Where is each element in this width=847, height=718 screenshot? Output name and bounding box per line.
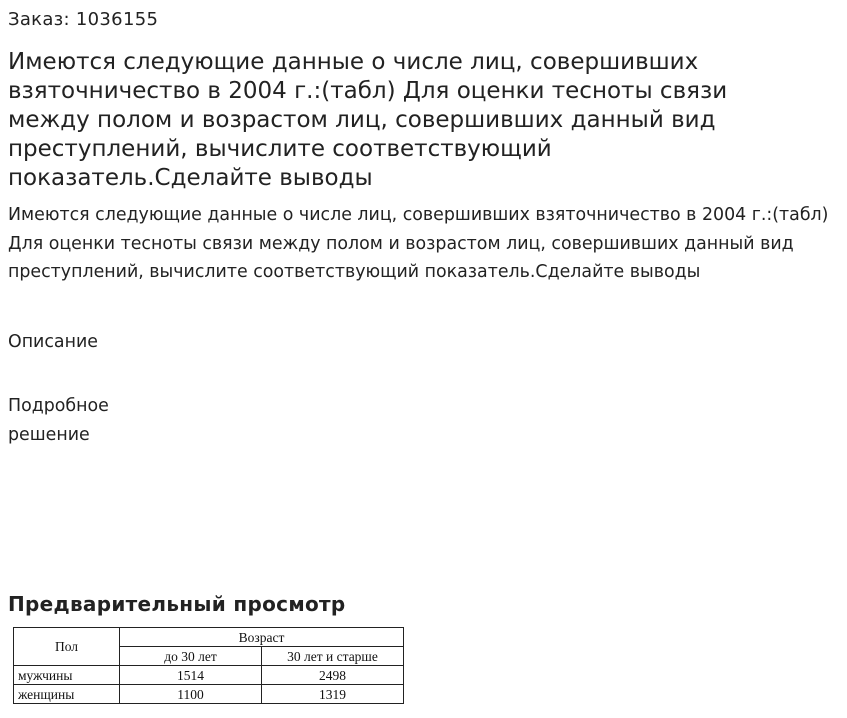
order-number: Заказ: 1036155: [8, 9, 159, 30]
preview-table: [13, 627, 404, 704]
cell-men-under-30: 1514: [120, 666, 262, 685]
table-row: [14, 666, 404, 685]
task-description: Имеются следующие данные о числе лиц, совершивших взяточничество в 2004 г.:(табл) Для оценки тесноты связи между полом и возрастом лиц, совершивших данный вид преступлений, вычислите соответствующий показатель.Сделайте выводы: [8, 205, 829, 283]
page-title: Имеются следующие данные о числе лиц, совершивших взяточничество в 2004 г.:(табл) Для оценки тесноты связи между полом и возрастом лиц, совершивших данный вид преступлений, вычислите соответствующий показатель.Сделайте выводы: [8, 49, 728, 191]
description-label: Описание: [8, 332, 98, 352]
row-label-women: женщины: [14, 685, 120, 704]
preview-table-container: [13, 627, 404, 704]
cell-women-under-30: 1100: [120, 685, 262, 704]
detailed-solution-label: Подробное решение: [8, 396, 109, 445]
header-sex: Пол: [14, 628, 120, 666]
row-label-men: мужчины: [14, 666, 120, 685]
header-age: Возраст: [120, 628, 404, 647]
subheader-30-and-older: 30 лет и старше: [262, 647, 404, 666]
cell-women-30-plus: 1319: [262, 685, 404, 704]
table-header-row: [14, 628, 404, 647]
preview-heading: Предварительный просмотр: [8, 592, 346, 616]
table-row: [14, 685, 404, 704]
cell-men-30-plus: 2498: [262, 666, 404, 685]
subheader-under-30: до 30 лет: [120, 647, 262, 666]
